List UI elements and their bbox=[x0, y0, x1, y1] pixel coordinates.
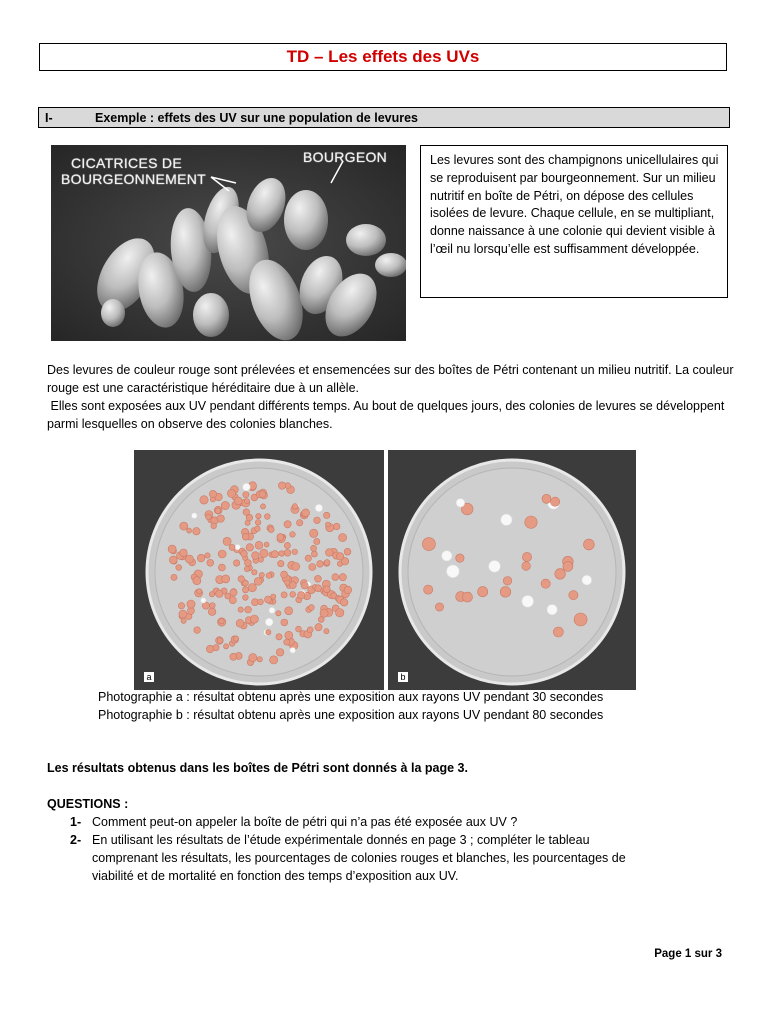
red-colony bbox=[302, 509, 310, 517]
red-colony bbox=[323, 586, 330, 593]
red-colony bbox=[278, 482, 285, 489]
red-colony bbox=[333, 523, 340, 530]
red-colony bbox=[245, 560, 252, 567]
red-colony bbox=[255, 541, 263, 549]
red-colony bbox=[211, 523, 217, 529]
red-colony bbox=[168, 545, 176, 553]
red-colony bbox=[259, 572, 264, 577]
red-colony bbox=[525, 516, 537, 528]
red-colony bbox=[315, 575, 322, 582]
red-colony bbox=[236, 619, 244, 627]
red-colony bbox=[230, 589, 237, 596]
white-colony bbox=[447, 565, 460, 578]
red-colony bbox=[257, 657, 262, 662]
red-colony bbox=[290, 532, 296, 538]
red-colony bbox=[187, 600, 195, 608]
red-colony bbox=[234, 497, 242, 505]
red-colony bbox=[264, 542, 269, 547]
red-colony bbox=[326, 522, 331, 527]
red-colony bbox=[292, 549, 298, 555]
red-colony bbox=[266, 630, 271, 635]
red-colony bbox=[243, 595, 249, 601]
red-colony bbox=[200, 496, 208, 504]
red-colony bbox=[478, 587, 488, 597]
red-colony bbox=[180, 522, 188, 530]
red-colony bbox=[297, 520, 303, 526]
red-colony bbox=[324, 629, 329, 634]
red-colony bbox=[218, 564, 225, 571]
red-colony bbox=[270, 656, 278, 664]
red-colony bbox=[285, 607, 293, 615]
red-colony bbox=[284, 549, 291, 556]
white-colony bbox=[269, 607, 275, 613]
red-colony bbox=[266, 573, 272, 579]
red-colony bbox=[522, 552, 531, 561]
red-colony bbox=[503, 577, 512, 586]
petri-dish-photo-a bbox=[134, 450, 384, 690]
red-colony bbox=[309, 605, 315, 611]
red-colony bbox=[456, 554, 464, 562]
red-colony bbox=[260, 504, 265, 509]
red-colony bbox=[187, 528, 192, 533]
red-colony bbox=[219, 619, 224, 624]
red-colony bbox=[194, 627, 201, 634]
red-colony bbox=[265, 514, 271, 520]
red-colony bbox=[268, 527, 274, 533]
red-colony bbox=[252, 552, 260, 560]
red-colony bbox=[281, 571, 288, 578]
section-title: Exemple : effets des UV sur une population de levures bbox=[95, 110, 418, 125]
red-colony bbox=[222, 575, 230, 583]
red-colony bbox=[259, 491, 266, 498]
white-colony bbox=[265, 618, 273, 626]
info-box bbox=[420, 145, 728, 298]
red-colony bbox=[522, 562, 531, 571]
red-colony bbox=[314, 517, 321, 524]
red-colony bbox=[336, 553, 343, 560]
red-colony bbox=[242, 533, 249, 540]
red-colony bbox=[292, 563, 300, 571]
red-colony bbox=[292, 504, 298, 510]
red-colony bbox=[541, 579, 550, 588]
yeast-micrograph bbox=[51, 145, 406, 341]
red-colony bbox=[284, 639, 290, 645]
red-colony bbox=[255, 526, 261, 532]
red-colony bbox=[171, 574, 177, 580]
red-colony bbox=[276, 611, 281, 616]
red-colony bbox=[244, 499, 249, 504]
red-colony bbox=[324, 560, 330, 566]
red-colony bbox=[296, 626, 302, 632]
intro-paragraph bbox=[47, 361, 737, 433]
red-colony bbox=[265, 596, 272, 603]
red-colony bbox=[258, 557, 263, 562]
red-colony bbox=[246, 544, 253, 551]
red-colony bbox=[344, 548, 351, 555]
red-colony bbox=[242, 587, 248, 593]
white-colony bbox=[243, 483, 251, 491]
red-colony bbox=[254, 578, 262, 586]
red-colony bbox=[555, 569, 566, 580]
red-colony bbox=[277, 534, 284, 541]
red-colony bbox=[193, 577, 201, 585]
red-colony bbox=[320, 609, 328, 617]
red-colony bbox=[339, 574, 346, 581]
red-colony bbox=[463, 592, 473, 602]
photo-b-tag: b bbox=[398, 672, 408, 682]
white-colony bbox=[315, 504, 322, 511]
red-colony bbox=[258, 599, 264, 605]
red-colony bbox=[227, 489, 235, 497]
section-header bbox=[38, 107, 730, 128]
red-colony bbox=[178, 603, 184, 609]
photo-a-tag: a bbox=[144, 672, 154, 682]
white-colony bbox=[501, 514, 512, 525]
red-colony bbox=[223, 537, 231, 545]
red-colony bbox=[217, 638, 223, 644]
red-colony bbox=[216, 590, 223, 597]
red-colony bbox=[238, 607, 243, 612]
red-colony bbox=[208, 608, 216, 616]
red-colony bbox=[317, 561, 324, 568]
red-colony bbox=[255, 520, 261, 526]
red-colony bbox=[246, 514, 253, 521]
red-colony bbox=[209, 592, 214, 597]
red-colony bbox=[181, 618, 186, 623]
red-colony bbox=[218, 550, 226, 558]
title-box bbox=[39, 43, 727, 71]
red-colony bbox=[310, 529, 318, 537]
red-colony bbox=[256, 513, 261, 518]
page-title: TD – Les effets des UVs bbox=[286, 47, 480, 66]
red-colony bbox=[193, 528, 200, 535]
red-colony bbox=[435, 603, 443, 611]
red-colony bbox=[284, 521, 291, 528]
scar-label-line1: CICATRICES DE bbox=[71, 155, 182, 171]
red-colony bbox=[245, 606, 252, 613]
white-colony bbox=[192, 513, 198, 519]
red-colony bbox=[307, 627, 313, 633]
red-colony bbox=[176, 565, 182, 571]
red-colony bbox=[271, 551, 278, 558]
question-1 bbox=[70, 813, 518, 831]
petri-dish-a-drawing bbox=[134, 450, 384, 690]
results-note: Les résultats obtenus dans les boîtes de Pétri sont donnés à la page 3. bbox=[47, 761, 468, 775]
red-colony bbox=[210, 603, 216, 609]
red-colony bbox=[284, 542, 290, 548]
red-colony bbox=[180, 549, 188, 557]
red-colony bbox=[250, 615, 258, 623]
question-2-number: 2- bbox=[70, 833, 82, 847]
red-colony bbox=[500, 587, 511, 598]
white-colony bbox=[582, 575, 592, 585]
red-colony bbox=[281, 619, 288, 626]
red-colony bbox=[276, 649, 284, 657]
white-colony bbox=[201, 598, 206, 603]
red-colony bbox=[233, 560, 239, 566]
red-colony bbox=[324, 512, 330, 518]
red-colony bbox=[260, 549, 268, 557]
red-colony bbox=[551, 497, 560, 506]
red-colony bbox=[252, 570, 257, 575]
red-colony bbox=[249, 654, 257, 662]
question-1-number: 1- bbox=[70, 815, 82, 829]
white-colony bbox=[442, 551, 452, 561]
question-2-text: En utilisant les résultats de l’étude expérimentale donnés en page 3 ; compléter le tableau comprenant les résultats, les pourcentages de colonies rouges et blanches, les pourcentages de viabilité et de mortalité en fonction des temps d’exposition aux UV. bbox=[92, 833, 626, 883]
questions-heading: QUESTIONS : bbox=[47, 797, 129, 811]
red-colony bbox=[179, 610, 187, 618]
red-colony bbox=[344, 586, 352, 594]
red-colony bbox=[339, 534, 347, 542]
red-colony bbox=[281, 592, 287, 598]
question-2 bbox=[70, 831, 626, 883]
intro-line-1: Des levures de couleur rouge sont prélevées et ensemencées sur des boîtes de Pétri contenant un milieu nutritif. La couleur rouge est une caractéristique héréditaire due à un allèle. bbox=[47, 363, 734, 395]
red-colony bbox=[301, 582, 308, 589]
page-number: Page 1 sur 3 bbox=[654, 948, 722, 960]
white-colony bbox=[489, 560, 501, 572]
red-colony bbox=[230, 653, 237, 660]
info-text: Les levures sont des champignons unicellulaires qui se reproduisent par bourgeonnement. Sur un milieu nutritif en boîte de Pétri, on dépose des cellules isolées de levure. Chaque cellule, en se multipliant, donne naissance à une colonie qui devient visible à l’œil nu lorsqu’elle est suffisamment développée. bbox=[430, 153, 719, 256]
red-colony bbox=[169, 556, 177, 564]
red-colony bbox=[309, 564, 316, 571]
red-colony bbox=[213, 645, 219, 651]
red-colony bbox=[553, 627, 563, 637]
red-colony bbox=[315, 624, 322, 631]
bud-label: BOURGEON bbox=[303, 149, 388, 165]
section-number: I- bbox=[45, 110, 53, 125]
red-colony bbox=[229, 597, 236, 604]
white-colony bbox=[290, 648, 296, 654]
petri-dish-photo-b bbox=[388, 450, 636, 690]
red-colony bbox=[314, 538, 320, 544]
red-colony bbox=[221, 501, 229, 509]
white-colony bbox=[547, 604, 557, 614]
red-colony bbox=[217, 515, 224, 522]
scar-label bbox=[61, 155, 206, 187]
red-colony bbox=[311, 545, 317, 551]
scar-label-line2: BOURGEONNEMENT bbox=[61, 171, 206, 187]
red-colony bbox=[290, 592, 296, 598]
red-colony bbox=[276, 634, 282, 640]
red-colony bbox=[209, 490, 216, 497]
red-colony bbox=[332, 574, 339, 581]
white-colony bbox=[456, 499, 465, 508]
red-colony bbox=[422, 538, 435, 551]
red-colony bbox=[205, 553, 210, 558]
red-colony bbox=[584, 539, 595, 550]
red-colony bbox=[336, 609, 344, 617]
red-colony bbox=[569, 591, 578, 600]
red-colony bbox=[326, 549, 334, 557]
red-colony bbox=[278, 560, 284, 566]
red-colony bbox=[206, 514, 212, 520]
question-1-text: Comment peut-on appeler la boîte de pétri qui n’a pas été exposée aux UV ? bbox=[92, 815, 518, 829]
red-colony bbox=[424, 585, 433, 594]
petri-dish-b-drawing bbox=[388, 450, 636, 690]
red-colony bbox=[244, 566, 249, 571]
red-colony bbox=[289, 582, 296, 589]
red-colony bbox=[298, 592, 305, 599]
red-colony bbox=[248, 584, 256, 592]
red-colony bbox=[238, 576, 244, 582]
red-colony bbox=[279, 551, 285, 557]
red-colony bbox=[241, 550, 248, 557]
red-colony bbox=[197, 589, 202, 594]
red-colony bbox=[197, 554, 205, 562]
red-colony bbox=[574, 613, 587, 626]
caption-b: Photographie b : résultat obtenu après une exposition aux rayons UV pendant 80 secondes bbox=[98, 708, 604, 722]
red-colony bbox=[305, 555, 311, 561]
white-colony bbox=[522, 595, 534, 607]
caption-a: Photographie a : résultat obtenu après une exposition aux rayons UV pendant 30 secondes bbox=[98, 690, 604, 704]
red-colony bbox=[224, 644, 229, 649]
red-colony bbox=[243, 492, 249, 498]
red-colony bbox=[185, 555, 193, 563]
red-colony bbox=[341, 599, 348, 606]
red-colony bbox=[311, 551, 317, 557]
red-colony bbox=[542, 494, 551, 503]
red-colony bbox=[206, 645, 213, 652]
red-colony bbox=[229, 544, 235, 550]
red-colony bbox=[215, 508, 221, 514]
red-colony bbox=[207, 559, 214, 566]
red-colony bbox=[285, 631, 293, 639]
red-colony bbox=[563, 561, 573, 571]
red-colony bbox=[233, 636, 238, 641]
intro-line-2: Elles sont exposées aux UV pendant différents temps. Au bout de quelques jours, des colonies de levures se développent parmi lesquelles on observe des colonies blanches. bbox=[47, 399, 728, 431]
